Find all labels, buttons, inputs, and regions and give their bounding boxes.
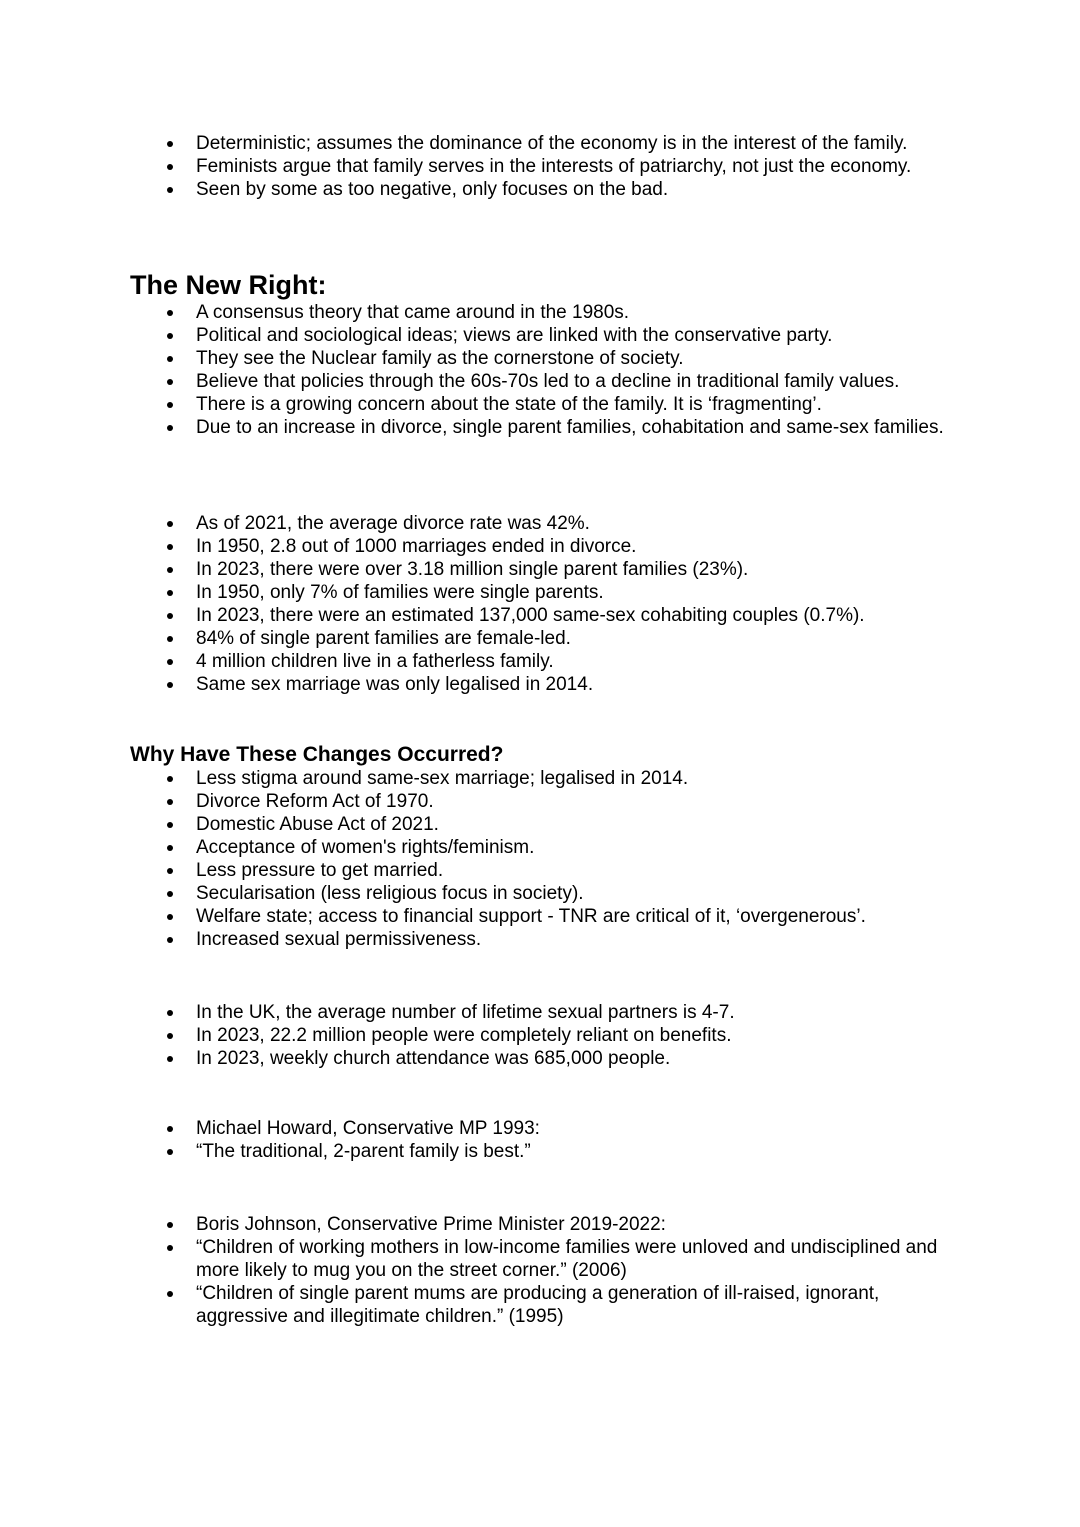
new-right-heading: The New Right: [130,270,327,300]
list-item: “The traditional, 2-parent family is best.” [130,1140,960,1163]
howard-quote-list [130,1117,960,1163]
list-item: Acceptance of women's rights/feminism. [130,836,960,859]
list-item: Secularisation (less religious focus in society). [130,882,960,905]
list-item: Due to an increase in divorce, single parent families, cohabitation and same-sex families. [130,416,960,439]
list-item: In 2023, there were an estimated 137,000 same-sex cohabiting couples (0.7%). [130,604,960,627]
list-item: Welfare state; access to financial support - TNR are critical of it, ‘overgenerous’. [130,905,960,928]
uk-statistics-section [130,1001,960,1070]
list-item: Divorce Reform Act of 1970. [130,790,960,813]
johnson-quote-list [130,1213,960,1328]
family-statistics-section [130,512,960,696]
list-item: Michael Howard, Conservative MP 1993: [130,1117,960,1140]
list-item: In 2023, there were over 3.18 million single parent families (23%). [130,558,960,581]
changes-bullet-list [130,767,960,951]
changes-section [130,742,960,951]
list-item: In the UK, the average number of lifetime sexual partners is 4-7. [130,1001,960,1024]
list-item: Domestic Abuse Act of 2021. [130,813,960,836]
list-item: In 2023, weekly church attendance was 685,000 people. [130,1047,960,1070]
list-item: Believe that policies through the 60s-70s led to a decline in traditional family values. [130,370,960,393]
uk-statistics-list [130,1001,960,1070]
list-item: Feminists argue that family serves in the interests of patriarchy, not just the economy. [130,155,960,178]
list-item: As of 2021, the average divorce rate was 42%. [130,512,960,535]
list-item: Increased sexual permissiveness. [130,928,960,951]
intro-bullet-list [130,132,960,201]
list-item: 84% of single parent families are female-led. [130,627,960,650]
list-item: 4 million children live in a fatherless family. [130,650,960,673]
list-item: In 1950, 2.8 out of 1000 marriages ended in divorce. [130,535,960,558]
new-right-bullet-list [130,301,960,439]
list-item: In 2023, 22.2 million people were completely reliant on benefits. [130,1024,960,1047]
list-item: Seen by some as too negative, only focuses on the bad. [130,178,960,201]
list-item: Boris Johnson, Conservative Prime Minister 2019-2022: [130,1213,960,1236]
list-item: Political and sociological ideas; views are linked with the conservative party. [130,324,960,347]
list-item: A consensus theory that came around in the 1980s. [130,301,960,324]
list-item: Deterministic; assumes the dominance of the economy is in the interest of the family. [130,132,960,155]
howard-quote-section [130,1117,960,1163]
list-item: In 1950, only 7% of families were single parents. [130,581,960,604]
intro-section [130,132,960,201]
new-right-section [130,270,960,439]
family-statistics-list [130,512,960,696]
list-item: “Children of single parent mums are producing a generation of ill-raised, ignorant, aggressive and illegitimate children.” (1995) [130,1282,960,1328]
list-item: Less pressure to get married. [130,859,960,882]
list-item: There is a growing concern about the state of the family. It is ‘fragmenting’. [130,393,960,416]
list-item: Less stigma around same-sex marriage; legalised in 2014. [130,767,960,790]
changes-heading: Why Have These Changes Occurred? [130,743,504,766]
list-item: Same sex marriage was only legalised in 2014. [130,673,960,696]
list-item: They see the Nuclear family as the cornerstone of society. [130,347,960,370]
list-item: “Children of working mothers in low-income families were unloved and undisciplined and more likely to mug you on the street corner.” (2006) [130,1236,960,1282]
johnson-quote-section [130,1213,960,1328]
